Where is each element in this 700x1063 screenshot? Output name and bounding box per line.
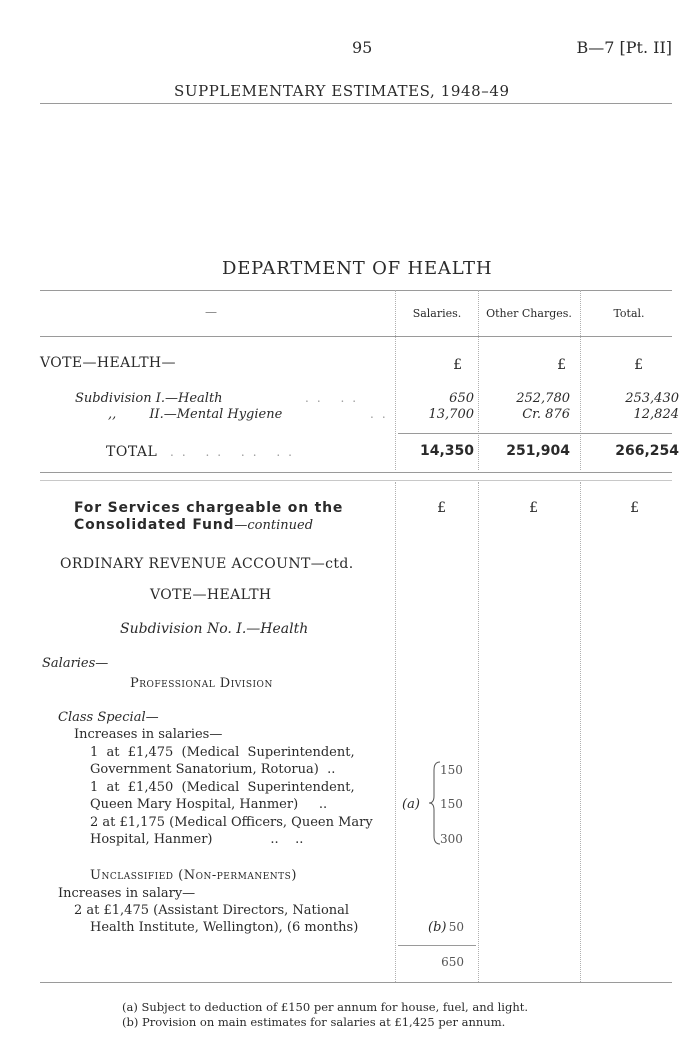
- professional-division: Professional Division: [130, 676, 273, 691]
- currency-total: £: [634, 357, 643, 373]
- department-title: DEPARTMENT OF HEALTH: [222, 258, 493, 279]
- column-divider-1: [395, 290, 396, 470]
- consolidated-fund-heading: For Services chargeable on the: [74, 500, 344, 516]
- total-other: 251,904: [506, 443, 570, 459]
- vote-heading: VOTE—HEALTH: [150, 587, 272, 603]
- vote-label: VOTE—HEALTH—: [40, 355, 176, 371]
- detail-currency-other: £: [529, 500, 538, 516]
- row-other: Cr. 876: [522, 407, 570, 422]
- currency-salaries: £: [453, 357, 462, 373]
- item-line: Health Institute, Wellington), (6 months): [90, 920, 359, 935]
- item-line: 2 at £1,475 (Assistant Directors, National: [74, 903, 350, 918]
- item-line: Queen Mary Hospital, Hanmer) ..: [90, 797, 328, 812]
- detail-column-divider-3: [580, 482, 581, 982]
- column-header-blank: —: [205, 305, 217, 319]
- increases-label: Increases in salaries—: [74, 727, 223, 742]
- row-leader: ..: [370, 407, 394, 421]
- item-value: 150: [440, 797, 463, 811]
- detail-top-rule: [40, 480, 672, 481]
- item-line: 1 at £1,450 (Medical Superintendent,: [90, 780, 355, 795]
- column-header-other-charges: Other Charges.: [486, 307, 572, 320]
- unclassified-heading: Unclassified (Non-permanents): [90, 868, 297, 883]
- total-salaries: 14,350: [419, 443, 474, 459]
- subtotal-value: 650: [441, 955, 464, 969]
- total-leader: .. .. .. ..: [170, 445, 300, 459]
- subdivision-heading: Subdivision No. I.—Health: [120, 621, 309, 637]
- total-total: 266,254: [615, 443, 679, 459]
- item-line: Government Sanatorium, Rotorua) ..: [90, 762, 336, 777]
- item-value: 50: [448, 920, 464, 934]
- item-value: 300: [440, 832, 463, 846]
- page-title: SUPPLEMENTARY ESTIMATES, 1948–49: [174, 82, 510, 100]
- row-salaries: 650: [449, 391, 474, 406]
- row-other: 252,780: [516, 391, 570, 406]
- table-header-rule: [40, 336, 672, 337]
- header-rule: [40, 103, 672, 104]
- footnote: (a) Subject to deduction of £150 per annum for house, fuel, and light.: [122, 1000, 529, 1014]
- page-number: 95: [352, 38, 373, 57]
- note-b-marker: (b): [428, 920, 447, 935]
- table-bottom-rule: [40, 472, 672, 473]
- column-header-total: Total.: [613, 307, 645, 320]
- salaries-label: Salaries—: [42, 656, 109, 671]
- table-top-rule: [40, 290, 672, 291]
- row-leader: .. ..: [305, 391, 365, 405]
- item-line: 2 at £1,175 (Medical Officers, Queen Mary: [90, 815, 373, 830]
- consolidated-fund-text: Consolidated Fund: [74, 517, 235, 533]
- detail-bottom-rule: [40, 982, 672, 983]
- document-reference: B—7 [Pt. II]: [576, 38, 672, 57]
- currency-other: £: [557, 357, 566, 373]
- account-heading: ORDINARY REVENUE ACCOUNT—ctd.: [60, 556, 354, 572]
- column-header-salaries: Salaries.: [412, 307, 462, 320]
- detail-currency-salaries: £: [437, 500, 446, 516]
- column-divider-2: [478, 290, 479, 470]
- footnote: (b) Provision on main estimates for salaries at £1,425 per annum.: [122, 1015, 506, 1029]
- row-total: 12,824: [633, 407, 679, 422]
- detail-column-divider-1: [395, 482, 396, 982]
- continued-text: —continued: [234, 518, 314, 533]
- detail-currency-total: £: [630, 500, 639, 516]
- total-label: TOTAL: [106, 444, 158, 460]
- increase-label: Increases in salary—: [58, 886, 196, 901]
- class-special-label: Class Special—: [58, 710, 159, 725]
- column-divider-3: [580, 290, 581, 470]
- item-line: Hospital, Hanmer) .. ..: [90, 832, 304, 847]
- note-a-marker: (a): [402, 797, 420, 812]
- row-salaries: 13,700: [428, 407, 474, 422]
- item-line: 1 at £1,475 (Medical Superintendent,: [90, 745, 355, 760]
- row-label: ,, II.—Mental Hygiene: [108, 407, 283, 422]
- consolidated-fund-heading-2: [74, 517, 313, 533]
- detail-column-divider-2: [478, 482, 479, 982]
- row-label: Subdivision I.—Health: [75, 391, 223, 406]
- total-top-rule: [398, 433, 672, 434]
- subtotal-rule: [398, 945, 476, 946]
- item-value: 150: [440, 763, 463, 777]
- row-total: 253,430: [625, 391, 679, 406]
